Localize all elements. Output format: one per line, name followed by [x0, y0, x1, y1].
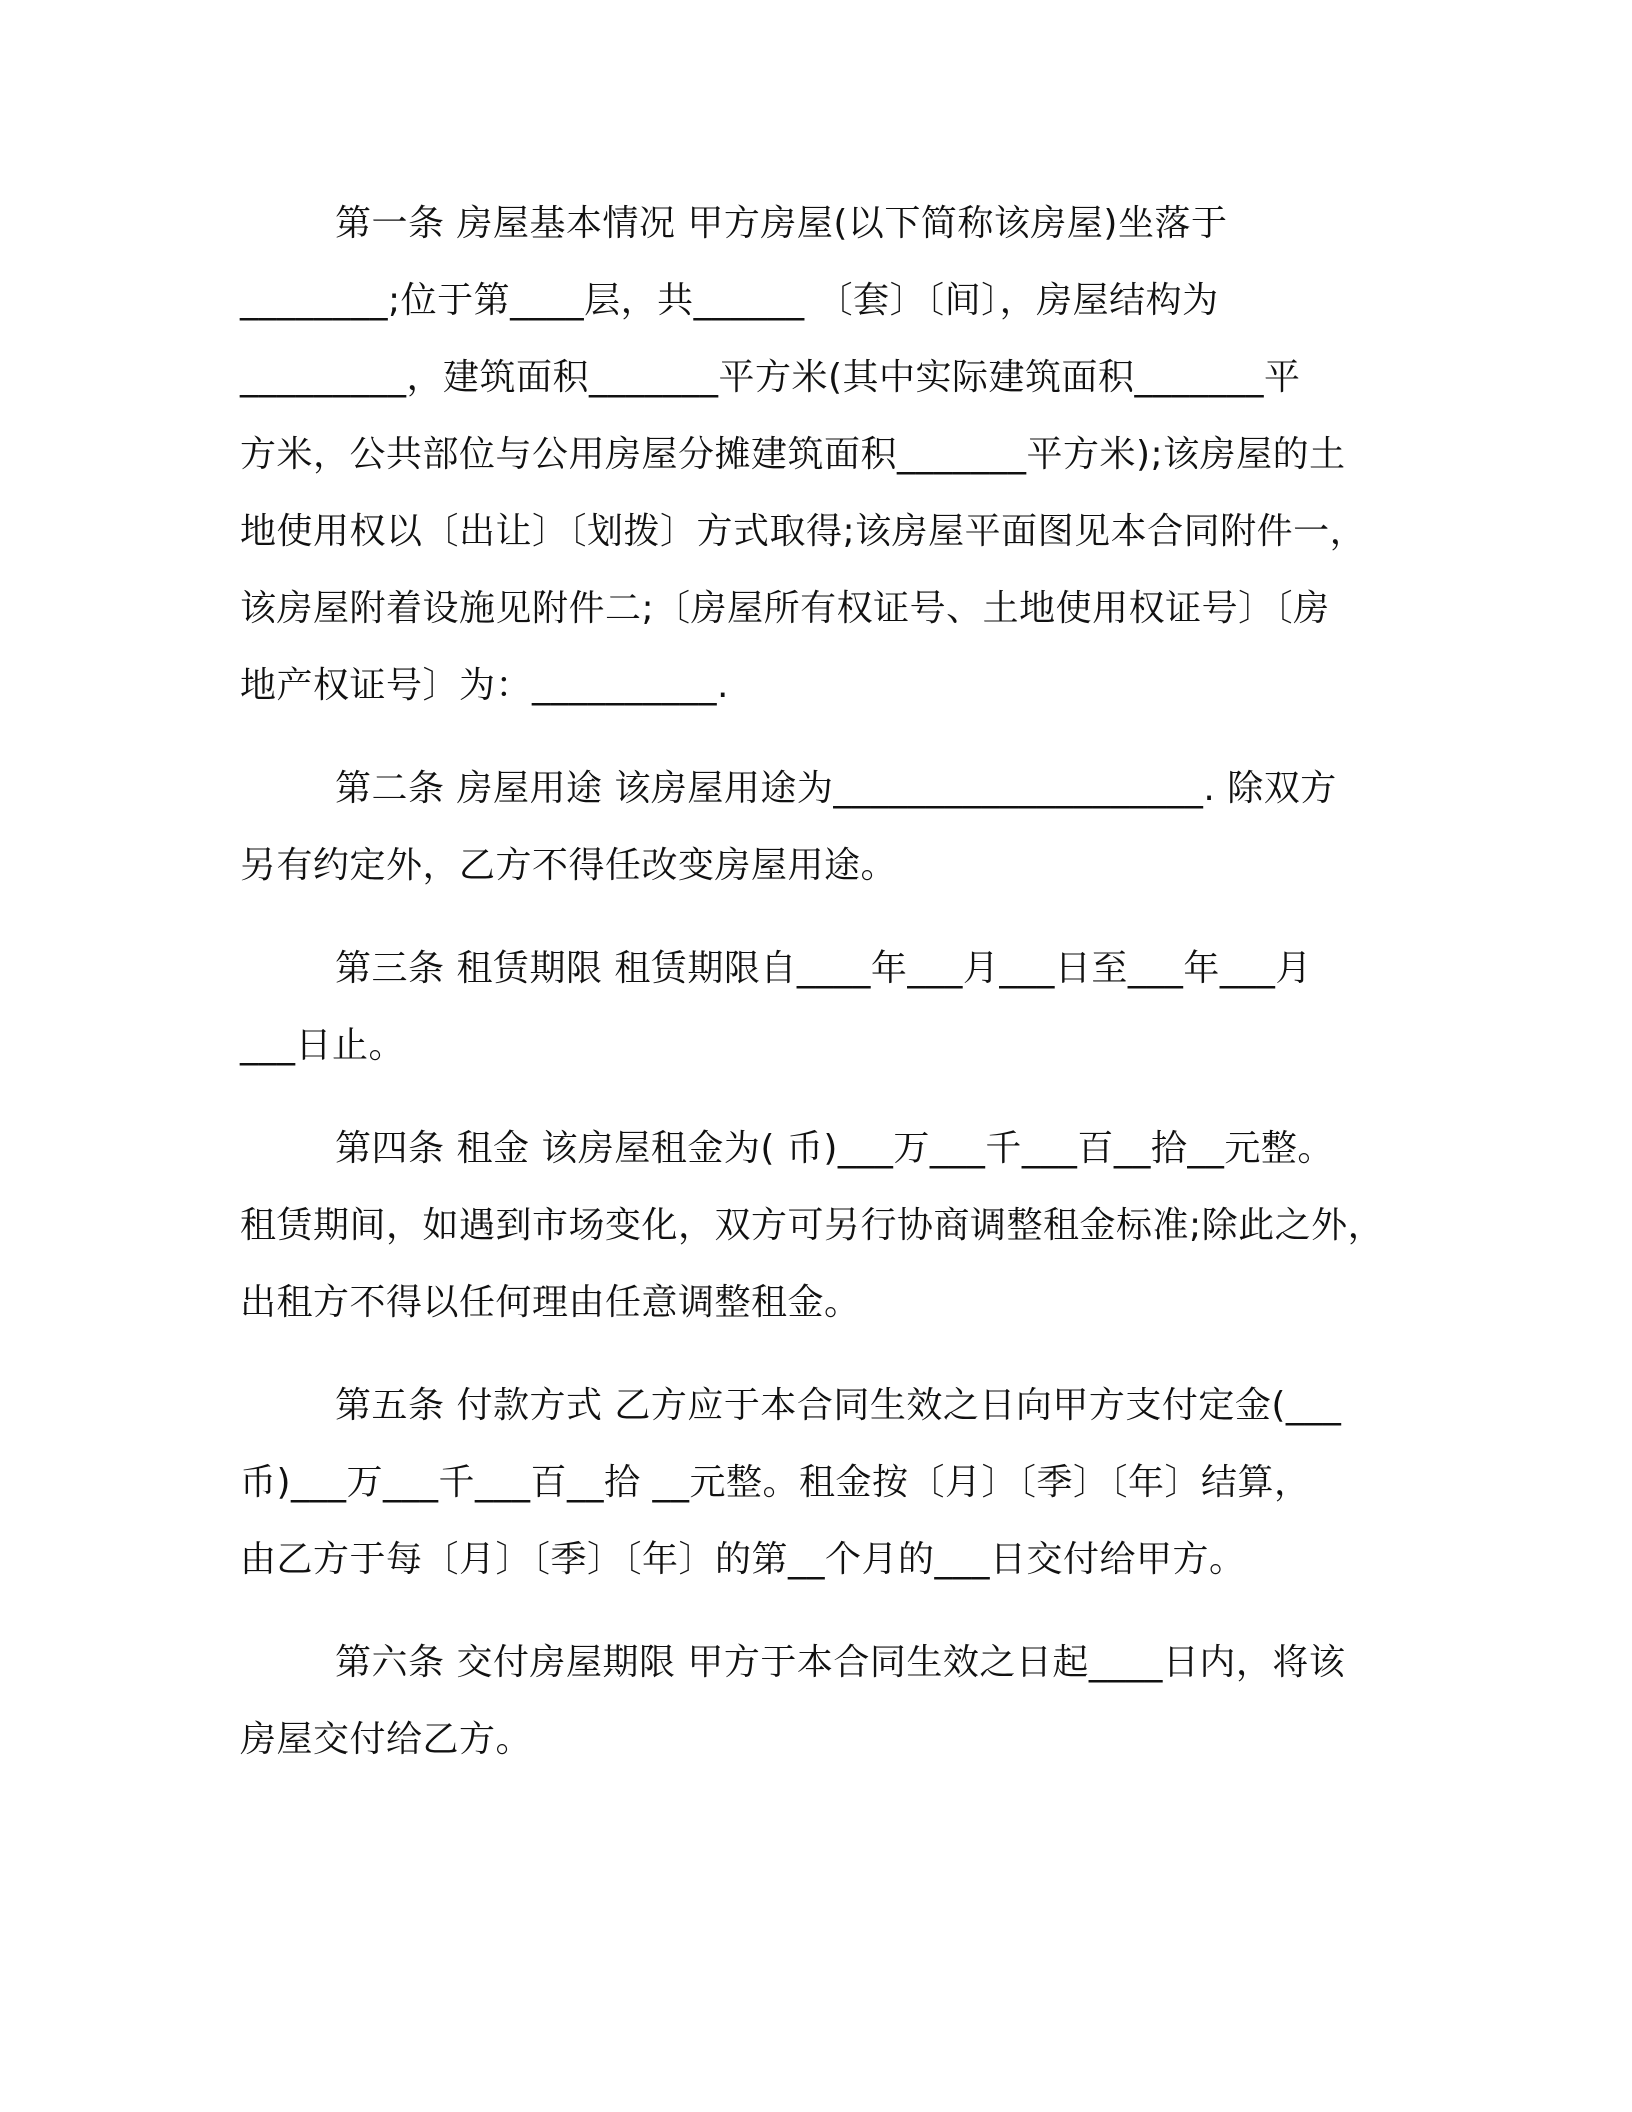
text-line: 地使用权以〔出让〕〔划拨〕方式取得;该房屋平面图见本合同附件一，	[240, 511, 1367, 552]
article-4-rent	[240, 1110, 1385, 1341]
text-line: 租赁期间，如遇到市场变化，双方可另行协商调整租金标准;除此之外，	[240, 1205, 1385, 1246]
article-5-payment	[240, 1367, 1380, 1598]
article-1-basic-info	[240, 185, 1380, 724]
text-line: 房屋交付给乙方。	[240, 1719, 533, 1760]
text-line: 另有约定外，乙方不得任改变房屋用途。	[240, 845, 898, 886]
text-line: 第二条 房屋用途 该房屋用途为____________________. 除双方	[335, 768, 1337, 809]
text-line: 由乙方于每〔月〕〔季〕〔年〕的第__个月的___日交付给甲方。	[240, 1539, 1246, 1580]
article-3-lease-term	[240, 930, 1380, 1084]
text-line: 该房屋附着设施见附件二;〔房屋所有权证号、土地使用权证号〕〔房	[240, 588, 1330, 629]
article-2-usage	[240, 750, 1380, 904]
article-6-delivery	[240, 1624, 1380, 1778]
document-body	[240, 185, 1385, 1804]
text-line: 地产权证号〕为：__________.	[240, 665, 729, 706]
text-line: 出租方不得以任何理由任意调整租金。	[240, 1282, 861, 1323]
text-line: ___日止。	[240, 1025, 406, 1066]
text-line: 方米，公共部位与公用房屋分摊建筑面积_______平方米);该房屋的土	[240, 434, 1346, 475]
text-line: 第五条 付款方式 乙方应于本合同生效之日向甲方支付定金(___	[335, 1385, 1342, 1426]
text-line: _________，建筑面积_______平方米(其中实际建筑面积_______平	[240, 357, 1301, 398]
text-line: ________;位于第____层，共______ 〔套〕〔间〕，房屋结构为	[240, 280, 1219, 321]
text-line: 第四条 租金 该房屋租金为( 币)___万___千___百__拾__元整。	[335, 1128, 1334, 1169]
text-line: 第一条 房屋基本情况 甲方房屋(以下简称该房屋)坐落于	[335, 203, 1228, 244]
text-line: 币)___万___千___百__拾 __元整。租金按〔月〕〔季〕〔年〕结算，	[240, 1462, 1311, 1503]
text-line: 第三条 租赁期限 租赁期限自____年___月___日至___年___月	[335, 948, 1312, 989]
text-line: 第六条 交付房屋期限 甲方于本合同生效之日起____日内，将该	[335, 1642, 1346, 1683]
